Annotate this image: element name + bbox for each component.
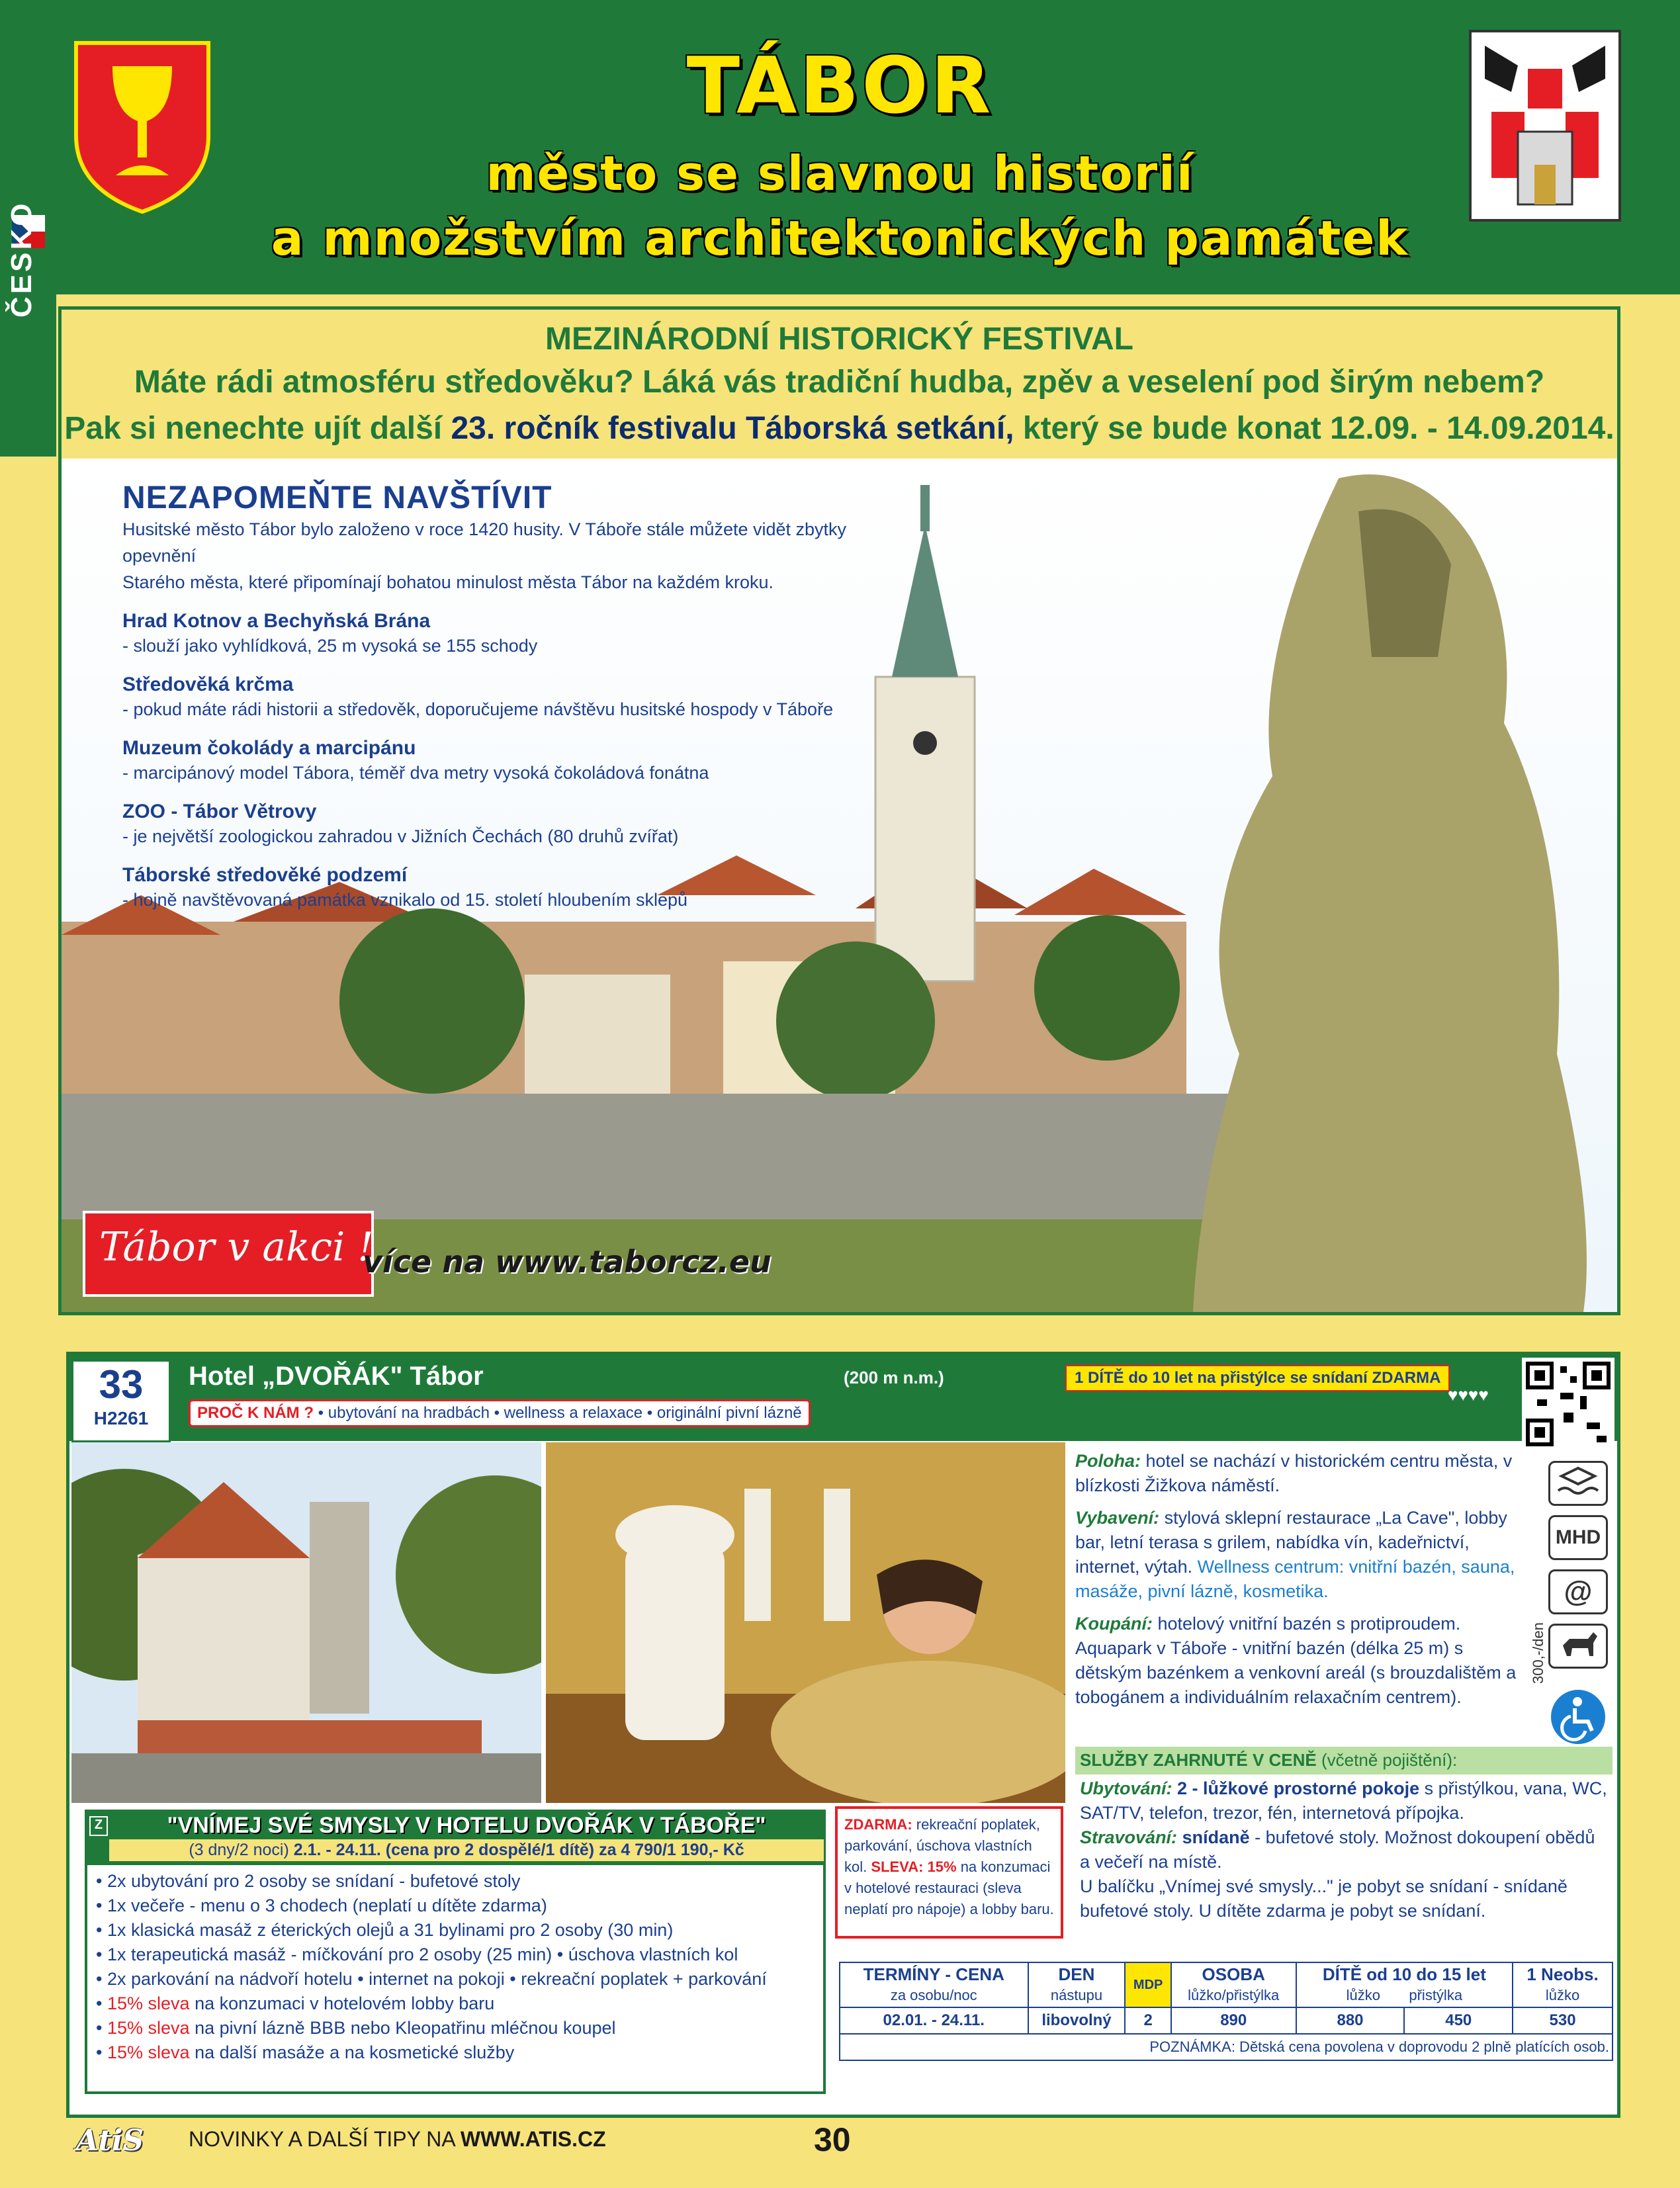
qr-code-icon[interactable]: [1522, 1358, 1614, 1450]
amenities-text: stylová sklepní restaurace „La Cave", lobby bar, letní terasa s grilem, nabídka vín, kadeřnictví, internet, výtah.: [1075, 1508, 1507, 1577]
discount-label: 15% sleva: [107, 2018, 190, 2038]
cell-term: 02.01. - 24.11.: [840, 2007, 1028, 2034]
col-terms-label: TERMÍNY - CENA: [863, 1964, 1004, 1984]
attraction-desc: - je největší zoologickou zahradou v Jižních Čechách (80 druhů zvířat): [122, 826, 679, 846]
package-item: • 2x parkování na nádvoří hotelu • internet na pokoji • rekreační poplatek + parkování: [96, 1969, 767, 1989]
col-terms: [840, 1962, 1028, 2007]
cell-child-bed: 880: [1296, 2007, 1405, 2034]
attractions-title: NEZAPOMEŇTE NAVŠTÍVIT: [122, 480, 553, 515]
table-note-row: [840, 2034, 1613, 2060]
package-z-badge: Z: [89, 1816, 108, 1836]
attraction-desc: - marcipánový model Tábora, téměř dva metry vysoká čokoládová fonátna: [122, 763, 709, 783]
child-free-badge: 1 DÍTĚ do 10 let na přistýlce se snídaní ZDARMA: [1065, 1365, 1450, 1391]
hotel-code: H2261: [93, 1408, 149, 1428]
wheelchair-icon: [1548, 1687, 1608, 1747]
col-person-label: OSOBA: [1202, 1964, 1265, 1984]
hotel-castle-photo: [71, 1442, 541, 1803]
package-subtitle: [109, 1839, 824, 1861]
amenities-label: Vybavení:: [1075, 1508, 1160, 1528]
col-day-sub: nástupu: [1050, 1987, 1103, 2003]
package-item: • 2x ubytování pro 2 osoby se snídaní - bufetové stoly: [96, 1871, 521, 1891]
festival-line2-b: 23. ročník festivalu Táborská setkání,: [451, 411, 1014, 446]
board-label: Stravování:: [1080, 1827, 1178, 1847]
attraction-name: Táborské středověké podzemí: [122, 864, 408, 886]
col-day: [1028, 1962, 1126, 2007]
hotel-number: 33: [99, 1362, 144, 1407]
package-price-label: (cena pro 2 dospělé/1 dítě): [385, 1841, 595, 1859]
services-text: [1080, 1776, 1609, 1923]
col-person-sub: lůžko/přistýlka: [1188, 1987, 1280, 2003]
discount-text: na další masáže a na kosmetické služby: [195, 2042, 515, 2062]
price-note: POZNÁMKA: Dětská cena povolena v doprovodu 2 plně platících osob.: [840, 2034, 1613, 2060]
col-mdp: MDP: [1125, 1962, 1171, 2007]
package-discount-item: • 15% sleva na pivní lázně BBB nebo Kleopatřinu mléčnou koupel: [96, 2018, 616, 2038]
col-unoccupied-label: 1 Neobs.: [1526, 1964, 1599, 1984]
col-unoccupied-sub: lůžko: [1545, 1987, 1580, 2003]
package-board-text: U balíčku „Vnímej své smysly..." je pobyt se snídaní - snídaně bufetové stoly. U dítěte zdarma je pobyt se snídaní.: [1080, 1876, 1568, 1921]
accommodation-text: s přistýlkou, vana, WC, SAT/TV, telefon, trezor, fén, internetová přípojka.: [1080, 1778, 1607, 1823]
cell-person: 890: [1171, 2007, 1296, 2034]
dog-icon: [1548, 1624, 1608, 1669]
attractions-section: [122, 480, 883, 913]
package-list: [96, 1869, 820, 2065]
why-us-label: PROČ K NÁM ?: [197, 1404, 314, 1422]
swimming-text: hotelový vnitřní bazén s protiproudem. Aquapark v Táboře - vnitřní bazén (délka 25 m) s dětským bazénkem a venkovní areál (s brouzdalištěm a tobogánem a individuálním relaxačním centrem).: [1075, 1614, 1517, 1707]
discount-text: na konzumaci v hotelové restauraci (sleva neplatí pro nápoje) a lobby baru.: [844, 1859, 1054, 1917]
free-label: ZDARMA:: [844, 1816, 912, 1833]
tabor-v-akci-text: Tábor v akci !: [99, 1224, 374, 1270]
cell-day: libovolný: [1028, 2007, 1126, 2034]
hotel-name: Hotel „DVOŘÁK" Tábor: [189, 1362, 484, 1391]
attraction-name: Hrad Kotnov a Bechyňská Brána: [122, 610, 431, 632]
col-child-label: DÍTĚ od 10 do 15 let: [1322, 1964, 1486, 1984]
accommodation-label: Ubytování:: [1080, 1778, 1172, 1798]
attraction-desc: - hojně navštěvovaná památka vznikalo od 15. století hloubením sklepů: [122, 890, 688, 910]
discount-label: 15% sleva: [107, 2042, 190, 2062]
location-label: Poloha:: [1075, 1451, 1141, 1471]
discount-text: na pivní lázně BBB nebo Kleopatřinu mléčnou koupel: [195, 2018, 616, 2038]
cell-child-extra: 450: [1404, 2007, 1513, 2034]
festival-title: MEZINÁRODNÍ HISTORICKÝ FESTIVAL: [545, 322, 1133, 357]
package-dates: 2.1. - 24.11.: [293, 1841, 381, 1859]
discount-label: 15% sleva: [107, 1993, 190, 2013]
attraction-desc: - pokud máte rádi historii a středověk, doporučujeme návštěvu husitské hospody v Táboře: [122, 699, 834, 719]
attraction-name: ZOO - Tábor Větrovy: [122, 801, 317, 822]
subtitle-line1: město se slavnou historií: [486, 146, 1194, 201]
package-item: • 1x klasická masáž z éterických olejů a 31 bylinami pro 2 osoby (30 min): [96, 1920, 674, 1940]
atis-logo: AtiS: [76, 2124, 144, 2158]
atis-link[interactable]: WWW.ATIS.CZ: [460, 2127, 606, 2151]
col-unoccupied: [1513, 1962, 1613, 2007]
festival-line2: [62, 410, 1617, 447]
attractions-intro2: Starého města, které připomínají bohatou minulost města Tábor na každém kroku.: [122, 572, 774, 592]
mhd-icon: MHD: [1548, 1515, 1608, 1560]
festival-line1: Máte rádi atmosféru středověku? Láká vás tradiční hudba, zpěv a veselení pod širým nebem?: [134, 365, 1545, 400]
festival-line2-a: Pak si nenechte ujít další: [64, 411, 443, 446]
location-text: hotel se nachází v historickém centru města, v blízkosti Žižkova náměstí.: [1075, 1451, 1513, 1495]
tabor-coat-of-arms: [1469, 30, 1621, 222]
package-item: • 1x večeře - menu o 3 chodech (neplatí u dítěte zdarma): [96, 1896, 547, 1915]
footer-text: [189, 2127, 606, 2152]
why-us-box: [189, 1399, 811, 1427]
dog-price: [1530, 1657, 1547, 1684]
package-nights: (3 dny/2 noci): [189, 1841, 289, 1859]
attractions-intro1: Husitské město Tábor bylo založeno v roce 1420 husity. V Táboře stále můžete vidět zbytky opevnění: [122, 519, 847, 566]
subtitle-line2: a množstvím architektonických památek: [271, 210, 1409, 266]
festival-line2-c: který se bude konat 12.09. - 14.09.2014.: [1022, 411, 1614, 446]
services-title: [1080, 1750, 1457, 1771]
board-text: - bufetové stoly. Možnost dokoupení obědů a večeří na místě.: [1080, 1827, 1595, 1872]
col-day-label: DEN: [1058, 1964, 1095, 1984]
package-discount-item: • 15% sleva na konzumaci v hotelovém lobby baru: [96, 1993, 495, 2013]
package-price: za 4 790/1 190,- Kč: [599, 1841, 744, 1859]
rating-hearts: ♥♥♥♥: [1448, 1385, 1489, 1405]
country-label: ČESKO: [5, 200, 38, 318]
page-number: 30: [814, 2121, 851, 2158]
cell-unoccupied: 530: [1513, 2007, 1613, 2034]
price-table: [839, 1962, 1613, 2061]
package-title: "VNÍMEJ SVÉ SMYSLY V HOTELU DVOŘÁK V TÁBOŘE": [167, 1813, 766, 1838]
swimming-label: Koupání:: [1075, 1614, 1153, 1634]
why-us-items: • ubytování na hradbách • wellness a relaxace • originální pivní lázně: [318, 1404, 802, 1422]
services-note: (včetně pojištění):: [1321, 1750, 1458, 1770]
price-table-header: [840, 1962, 1613, 2007]
table-row: [840, 2007, 1613, 2034]
footer-label: NOVINKY A DALŠÍ TIPY NA: [189, 2127, 455, 2151]
hotel-number-box: [71, 1360, 171, 1442]
free-text: rekreační poplatek, parkování, úschova vlastních kol.: [844, 1816, 1040, 1875]
attraction-desc: - slouží jako vyhlídková, 25 m vysoká se 155 schody: [122, 636, 538, 656]
hotel-info: [1075, 1449, 1525, 1718]
col-person: [1171, 1962, 1296, 2007]
package-discount-item: • 15% sleva na další masáže a na kosmetické služby: [96, 2042, 515, 2062]
attraction-name: Středověká krčma: [122, 674, 294, 695]
hotel-beer-spa-photo: [546, 1442, 1065, 1803]
services-title-text: SLUŽBY ZAHRNUTÉ V CENĚ: [1080, 1750, 1317, 1770]
cell-mdp: 2: [1125, 2007, 1171, 2034]
col-child-bed: lůžko: [1346, 1987, 1381, 2003]
board-bold: snídaně: [1182, 1827, 1250, 1847]
package-item: • 1x terapeutická masáž - míčkování pro 2 osoby (25 min) • úschova vlastních kol: [96, 1945, 738, 1964]
page-title: TÁBOR: [686, 40, 994, 131]
discount-text: na konzumaci v hotelovém lobby baru: [195, 1993, 495, 2013]
taborcz-link[interactable]: více na www.taborcz.eu: [363, 1244, 772, 1280]
col-child: [1296, 1962, 1513, 2007]
discount-label: SLEVA: 15%: [871, 1859, 957, 1875]
accommodation-bold: 2 - lůžkové prostorné pokoje: [1177, 1778, 1420, 1798]
attraction-name: Muzeum čokolády a marcipánu: [122, 737, 416, 759]
free-discount-box: [835, 1806, 1063, 1939]
pool-icon: [1548, 1461, 1608, 1506]
col-child-extra: přistýlka: [1409, 1987, 1463, 2003]
hotel-altitude: (200 m n.m.): [844, 1368, 944, 1387]
internet-icon: @: [1548, 1569, 1608, 1614]
wellness-text: Wellness centrum: vnitřní bazén, sauna, masáže, pivní lázně, kosmetika.: [1075, 1557, 1515, 1601]
col-terms-sub: za osobu/noc: [890, 1987, 977, 2003]
